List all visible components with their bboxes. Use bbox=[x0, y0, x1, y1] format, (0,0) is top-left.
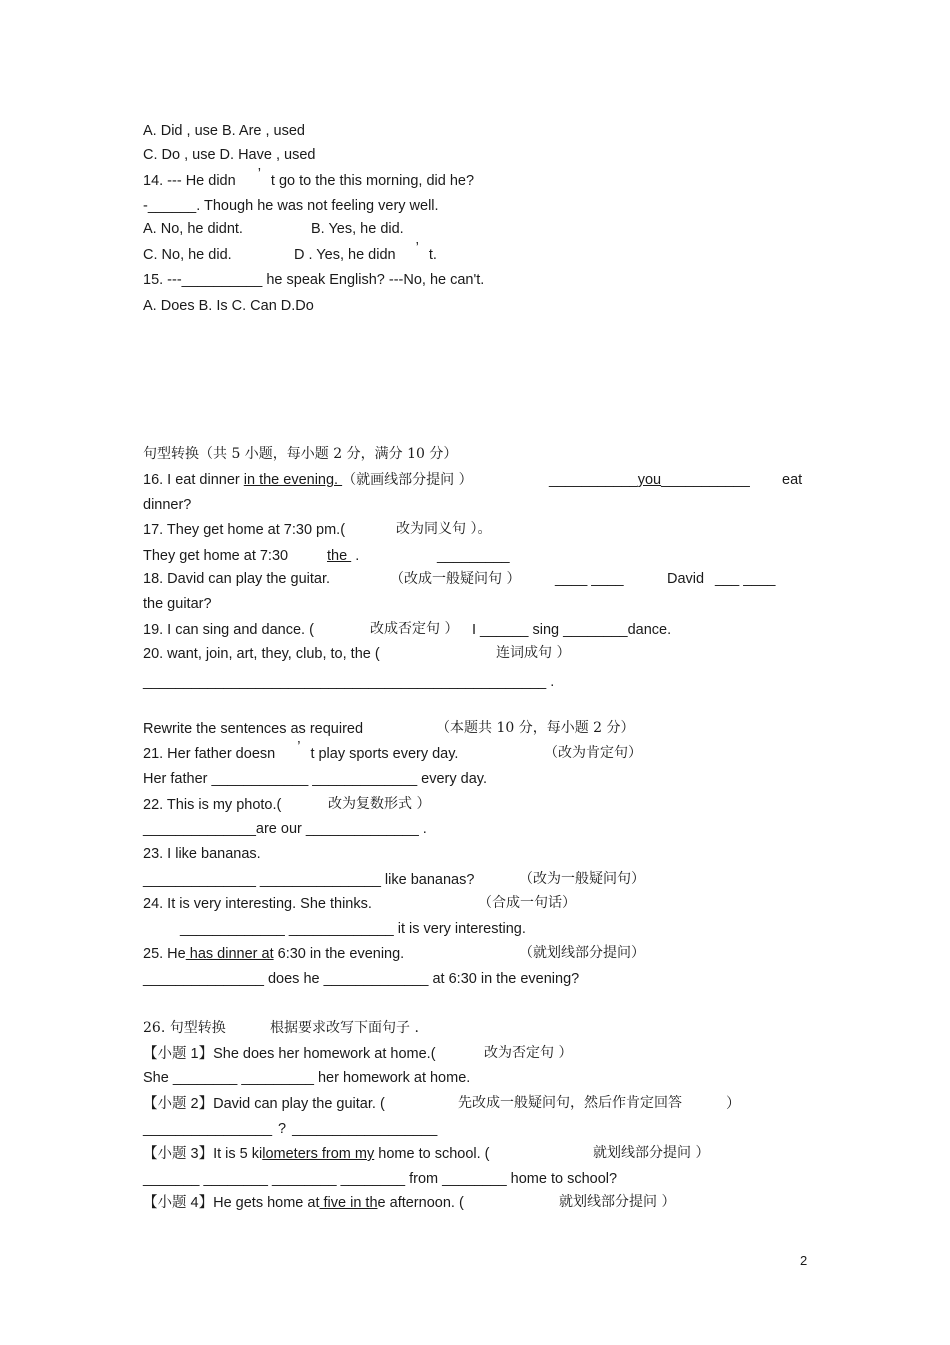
section-title-sentence-transformation: 句型转换（共 5 小题，每小题 2 分，满分 10 分） bbox=[143, 446, 458, 462]
q26-sub2-answer-line: ________________ ? __________________ bbox=[143, 1121, 438, 1137]
q26-sub2-stem: 【小题 2】David can play the guitar. ( bbox=[143, 1096, 385, 1112]
q24-stem: 24. It is very interesting. She thinks. bbox=[143, 896, 372, 912]
q23-stem: 23. I like bananas. bbox=[143, 846, 261, 862]
q25-stem: 25. He has dinner at 6:30 in the evening. bbox=[143, 946, 405, 962]
q17-stem: 17. They get home at 7:30 pm.( bbox=[143, 522, 346, 538]
q26-sub4-stem: 【小题 4】He gets home at five in the afternoon. ( bbox=[143, 1195, 464, 1211]
q16-answer-line: ___________you___________ bbox=[549, 472, 750, 488]
q19-instruction: 改成否定句 ） bbox=[370, 621, 459, 637]
q14-option-d: D . Yes, he didn ’ t. bbox=[294, 240, 437, 263]
q26-title: 26. 句型转换 bbox=[143, 1020, 226, 1036]
q14-option-c: C. No, he did. bbox=[143, 247, 232, 263]
q22-stem: 22. This is my photo.( bbox=[143, 797, 282, 813]
q14-stem: 14. --- He didn ’ t go to the this morning, did he? bbox=[143, 166, 475, 189]
q18-answer-word: David bbox=[667, 571, 705, 587]
q13-options-ab: A. Did , use B. Are , used bbox=[143, 123, 305, 139]
q19-answer-line: I ______ sing ________dance. bbox=[472, 622, 672, 638]
q15-stem: 15. ---__________ he speak English? ---No, he can't. bbox=[143, 272, 485, 288]
q15-options: A. Does B. Is C. Can D.Do bbox=[143, 298, 314, 314]
q21-answer-line: Her father ____________ _____________ every day. bbox=[143, 771, 487, 787]
q21-instruction: （改为肯定句） bbox=[544, 745, 642, 761]
page-number: 2 bbox=[800, 1253, 808, 1268]
q18-instruction: （改成一般疑问句 ） bbox=[390, 571, 521, 587]
q18-answer-blanks-1: ____ ____ bbox=[555, 571, 624, 587]
q17-answer-start: They get home at 7:30 bbox=[143, 548, 289, 564]
q17-answer-blank-1: the . bbox=[327, 548, 360, 564]
q21-stem: 21. Her father doesn ’ t play sports every day. bbox=[143, 739, 459, 762]
q17-answer-blank-2: _________ bbox=[437, 548, 510, 564]
q26-sub1-instruction: 改为否定句 ） bbox=[484, 1045, 573, 1061]
q24-instruction: （合成一句话） bbox=[478, 895, 576, 911]
q26-sub1-stem: 【小题 1】She does her homework at home.( bbox=[143, 1046, 436, 1062]
q20-stem: 20. want, join, art, they, club, to, the ( bbox=[143, 646, 380, 662]
q17-instruction: 改为同义句 ）。 bbox=[396, 521, 492, 537]
q16-stem-end: eat bbox=[782, 472, 803, 488]
q26-sub3-answer-line: _______ ________ ________ ________ from ________ home to school? bbox=[143, 1171, 618, 1187]
q18-stem: 18. David can play the guitar. bbox=[143, 571, 331, 587]
q14-response: -______. Though he was not feeling very well. bbox=[143, 198, 439, 214]
q25-answer-line: _______________ does he _____________ at 6:30 in the evening? bbox=[143, 971, 580, 987]
q26-sub1-answer-line: She ________ _________ her homework at home. bbox=[143, 1070, 471, 1086]
q23-instruction: （改为一般疑问句） bbox=[519, 871, 645, 887]
q18-answer-blanks-2: ___ ____ bbox=[715, 571, 776, 587]
q26-sub3-instruction: 就划线部分提问 ） bbox=[593, 1145, 710, 1161]
q24-answer-line: _____________ _____________ it is very interesting. bbox=[180, 921, 526, 937]
q16-stem: 16. I eat dinner in the evening. （就画线部分提问 ） bbox=[143, 472, 473, 488]
q26-sub4-instruction: 就划线部分提问 ） bbox=[559, 1194, 676, 1210]
q25-instruction: （就划线部分提问） bbox=[519, 945, 645, 961]
q26-sub3-stem: 【小题 3】It is 5 kilometers from my home to school. ( bbox=[143, 1146, 490, 1162]
q22-instruction: 改为复数形式 ） bbox=[328, 796, 431, 812]
q23-answer-line: ______________ _______________ like bananas? bbox=[143, 872, 475, 888]
q20-answer-line: __________________________________________________ . bbox=[143, 674, 555, 690]
section-rewrite-scoring: （本题共 10 分，每小题 2 分） bbox=[436, 720, 635, 736]
q14-option-a: A. No, he didnt. bbox=[143, 221, 243, 237]
q26-sub2-instruction: 先改成一般疑问句，然后作肯定回答 bbox=[458, 1095, 682, 1111]
q18-stem-continued: the guitar? bbox=[143, 596, 212, 612]
q26-instruction: 根据要求改写下面句子 . bbox=[270, 1020, 419, 1036]
q26-sub2-instruction-end: ） bbox=[726, 1096, 741, 1112]
section-title-rewrite: Rewrite the sentences as required bbox=[143, 721, 364, 737]
q22-answer-line: ______________are our ______________ . bbox=[143, 821, 427, 837]
q13-options-cd: C. Do , use D. Have , used bbox=[143, 147, 316, 163]
q20-instruction: 连词成句 ） bbox=[496, 645, 571, 661]
q16-stem-continued: dinner? bbox=[143, 497, 192, 513]
q19-stem: 19. I can sing and dance. ( bbox=[143, 622, 314, 638]
q14-option-b: B. Yes, he did. bbox=[311, 221, 404, 237]
